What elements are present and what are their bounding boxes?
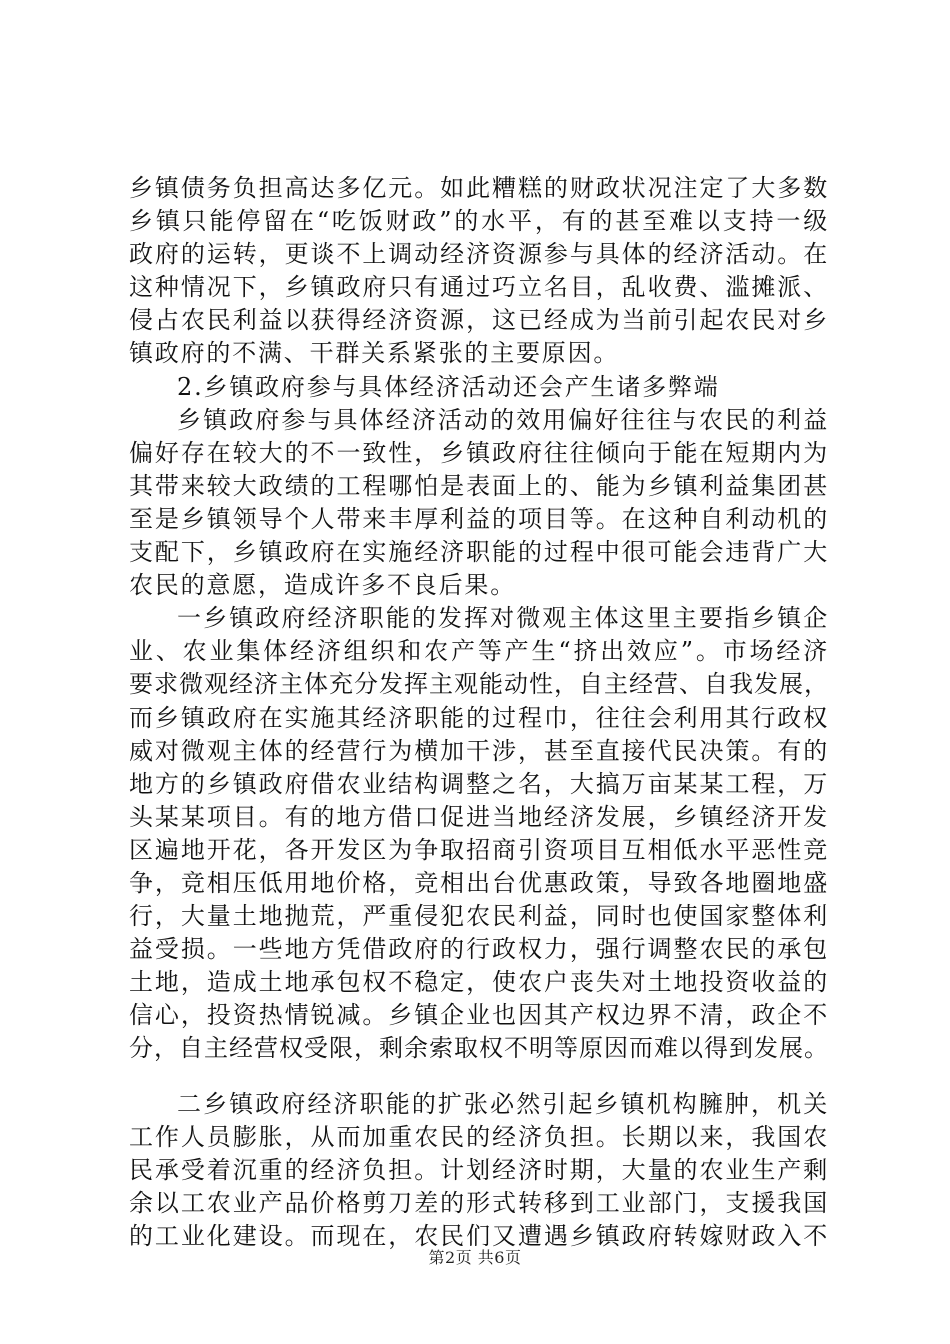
text-line: 镇政府的不满、干群关系紧张的主要原因。 — [129, 339, 620, 368]
page-number-footer: 第2页 共6页 — [428, 1248, 522, 1267]
text-line: 政府的运转，更谈不上调动经济资源参与具体的经济活动。在 — [129, 240, 829, 269]
text-line: 二乡镇政府经济职能的扩张必然引起乡镇机构臃肿，机关 — [177, 1089, 829, 1118]
text-line: 一乡镇政府经济职能的发挥对微观主体这里主要指乡镇企 — [177, 604, 829, 633]
body-text — [129, 172, 829, 1253]
text-line: 农民的意愿，造成许多不良后果。 — [129, 571, 516, 600]
section-heading: 2.乡镇政府参与具体经济活动还会产生诸多弊端 — [177, 372, 720, 401]
text-line: 乡镇债务负担高达多亿元。如此糟糕的财政状况注定了大多数 — [129, 174, 829, 202]
text-line: 地方的乡镇政府借农业结构调整之名，大搞万亩某某工程，万 — [129, 769, 829, 798]
text-line: 的工业化建设。而现在，农民们又遭遇乡镇政府转嫁财政入不 — [129, 1221, 829, 1250]
text-line: 偏好存在较大的不一致性，乡镇政府往往倾向于能在短期内为 — [129, 438, 829, 467]
text-line: 工作人员膨胀，从而加重农民的经济负担。长期以来，我国农 — [129, 1122, 829, 1151]
paragraph-gap — [129, 1066, 829, 1088]
text-line: 这种情况下，乡镇政府只有通过巧立名目，乱收费、滥摊派、 — [129, 273, 829, 302]
text-line: 威对微观主体的经营行为横加干涉，甚至直接代民决策。有的 — [129, 736, 829, 765]
text-line: 侵占农民利益以获得经济资源，这已经成为当前引起农民对乡 — [129, 306, 829, 335]
text-line: 争，竞相压低用地价格，竞相出台优惠政策，导致各地圈地盛 — [129, 868, 829, 897]
text-line: 其带来较大政绩的工程哪怕是表面上的、能为乡镇利益集团甚 — [129, 471, 829, 500]
text-line: 要求微观经济主体充分发挥主观能动性，自主经营、自我发展， — [129, 670, 829, 699]
text-line: 头某某项目。有的地方借口促进当地经济发展，乡镇经济开发 — [129, 802, 829, 831]
text-line: 支配下，乡镇政府在实施经济职能的过程中很可能会违背广大 — [129, 538, 829, 567]
text-line: 至是乡镇领导个人带来丰厚利益的项目等。在这种自利动机的 — [129, 504, 829, 533]
text-line: 行，大量土地抛荒，严重侵犯农民利益，同时也使国家整体利 — [129, 902, 829, 931]
text-line: 土地，造成土地承包权不稳定，使农户丧失对土地投资收益的 — [129, 968, 829, 997]
text-line: 益受损。一些地方凭借政府的行政权力，强行调整农民的承包 — [129, 935, 829, 964]
text-line: 信心，投资热情锐减。乡镇企业也因其产权边界不清，政企不 — [129, 1001, 829, 1030]
text-line: 民承受着沉重的经济负担。计划经济时期，大量的农业生产剩 — [129, 1155, 829, 1184]
text-line: 而乡镇政府在实施其经济职能的过程巾，往往会利用其行政权 — [129, 703, 829, 732]
text-line: 乡镇只能停留在“吃饭财政”的水平，有的甚至难以支持一级 — [129, 207, 829, 236]
text-line: 分，自主经营权受限，剩余索取权不明等原因而难以得到发展。 — [129, 1034, 829, 1063]
text-line: 业、农业集体经济组织和农产等产生“挤出效应”。市场经济 — [129, 637, 829, 666]
text-line: 区遍地开花，各开发区为争取招商引资项目互相低水平恶性竞 — [129, 835, 829, 864]
text-line: 余以工农业产品价格剪刀差的形式转移到工业部门，支援我国 — [129, 1188, 829, 1217]
text-line: 乡镇政府参与具体经济活动的效用偏好往往与农民的利益 — [177, 405, 829, 434]
